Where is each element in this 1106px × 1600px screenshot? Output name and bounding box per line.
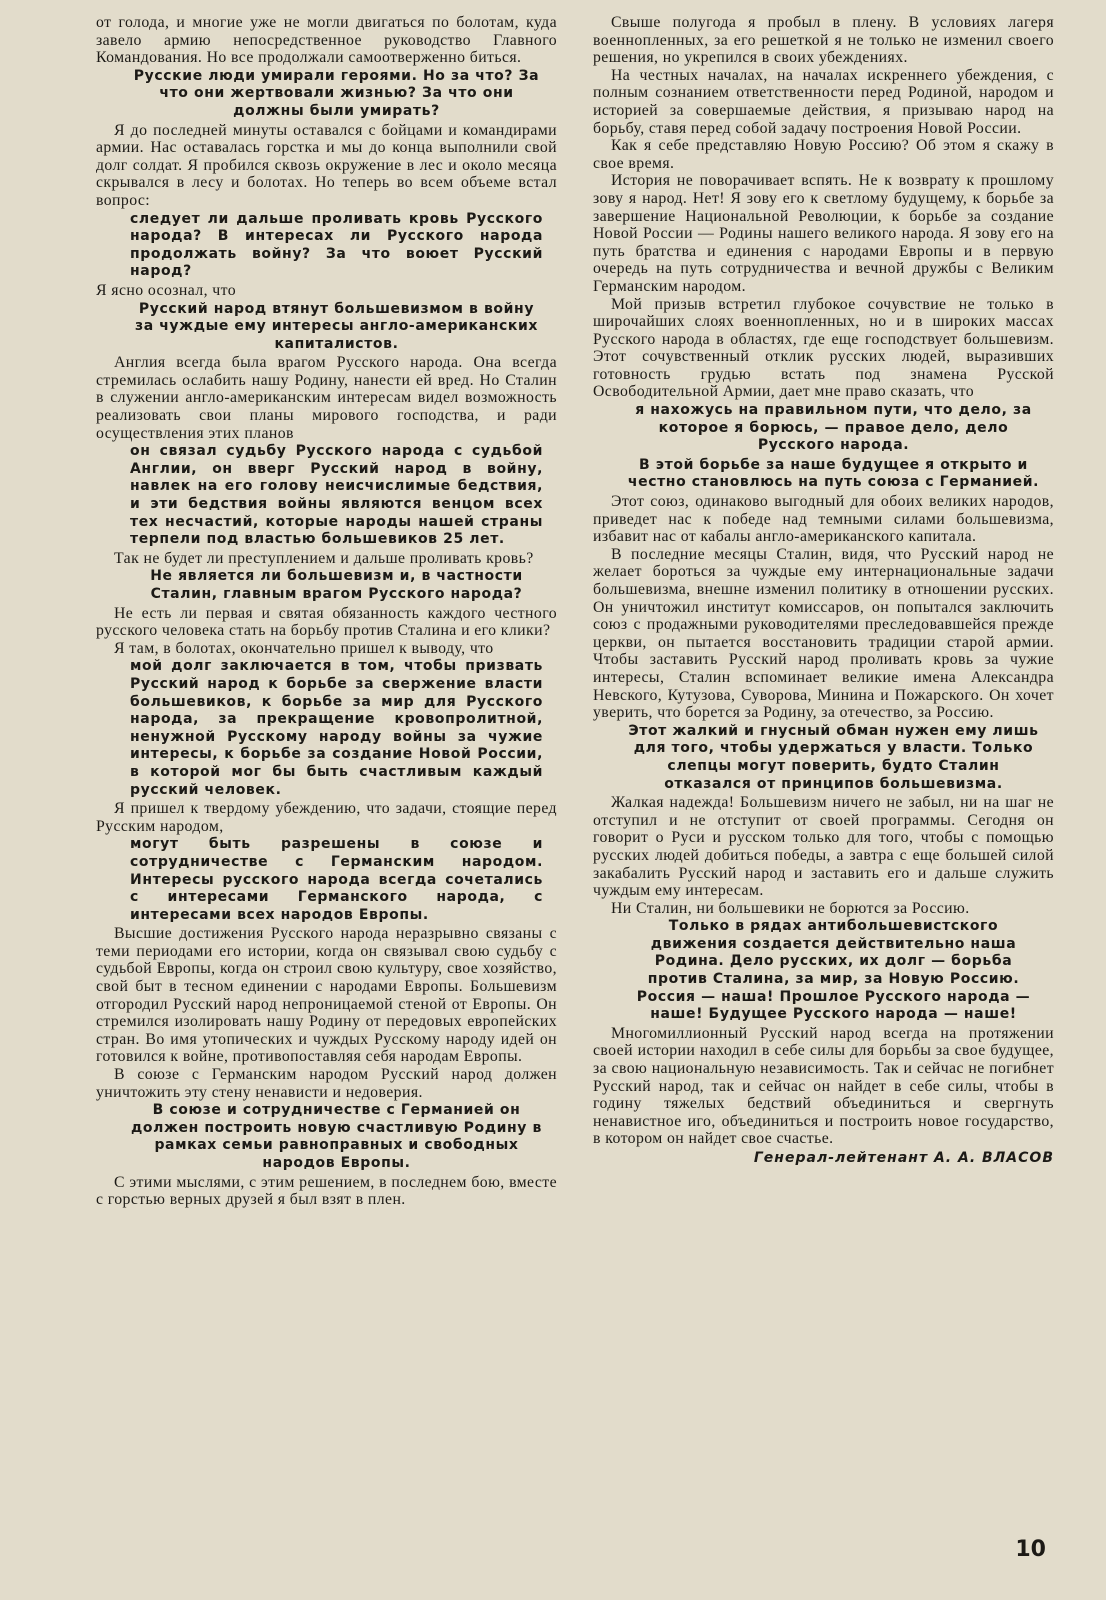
emphasis-paragraph: Только в рядах антибольшевистского движения создается действительно наша Родина. Дело русских, их долг — борьба против Сталина, за мир, за Новую Россию. Россия — наша! Прошлое Русского народа — наше! Будущее Русского народа — наше! [636, 918, 1031, 1023]
body-paragraph: Я пришел к твердому убеждению, что задачи, стоящие перед Русским народом, [96, 800, 557, 835]
emphasis-paragraph: следует ли дальше проливать кровь Русского народа? В интересах ли Русского народа продолжать войну? За что воюет Русский народ? [130, 210, 543, 280]
author-signature: Генерал-лейтенант А. А. ВЛАСОВ [753, 1150, 1054, 1166]
body-paragraph: Свыше полугода я пробыл в плену. В условиях лагеря военнопленных, за его решеткой я не только не изменил своего решения, но укрепился в своих убеждениях. [593, 14, 1054, 67]
emphasis-paragraph: В этой борьбе за наше будущее я открыто и честно становлюсь на путь союза с Германией. [627, 456, 1040, 491]
emphasis-paragraph: В союзе и сотрудничестве с Германией он должен построить новую счастливую Родину в рамках семьи равноправных и свободных народов Европы. [131, 1102, 542, 1171]
body-paragraph: Я ясно осознал, что [96, 281, 237, 299]
article-columns [96, 14, 1054, 1554]
body-paragraph: от голода, и многие уже не могли двигаться по болотам, куда завело армию непосредственное руководство Главного Командования. Но все продолжали самоотверженно биться. [96, 14, 557, 67]
right-column-body [593, 14, 1054, 1148]
emphasis-paragraph: я нахожусь на правильном пути, что дело, за которое я борюсь, — правое дело, дело Русского народа. [635, 402, 1032, 454]
body-paragraph: Высшие достижения Русского народа неразрывно связаны с теми периодами его истории, когда он связывал свою судьбу с судьбой Европы, когда он строил свою культуру, свое хозяйство, свой быт в тесном единении с народами Европы. Большевизм отгородил Русский народ непроницаемой стеной от Европы. Он стремился изолировать нашу Родину от передовых европейских стран. Во имя утопических и чуждых Русскому народу идей он готовился к войне, противопоставляя себя народам Европы. [96, 925, 557, 1066]
emphasis-paragraph: Русский народ втянут большевизмом в войну за чуждые ему интересы англо-американских капиталистов. [134, 300, 539, 352]
body-paragraph: Как я себе представляю Новую Россию? Об этом я скажу в свое время. [593, 137, 1054, 172]
body-paragraph: Я там, в болотах, окончательно пришел к выводу, что [114, 639, 494, 657]
body-paragraph: Многомиллионный Русский народ всегда на протяжении своей истории находил в себе силы для борьбы за свое будущее, за свою национальную независимость. Так и сейчас не погибнет Русский народ, так и сейчас он найдет в себе силы, чтобы в годину тяжелых бедствий объединиться и свергнуть ненавистное иго, объединиться и построить новое государство, в котором он найдет свое счастье. [593, 1024, 1054, 1148]
body-paragraph: В союзе с Германским народом Русский народ должен уничтожить эту стену ненависти и недоверия. [96, 1066, 557, 1101]
body-paragraph: Жалкая надежда! Большевизм ничего не забыл, ни на шаг не отступил и не отступит от своей программы. Сегодня он говорит о Руси и русском только для того, чтобы с помощью русских людей добиться победы, а завтра с еще большей силой закабалить Русский народ и заставить его и дальше служить чуждым ему интересам. [593, 794, 1054, 900]
emphasis-paragraph: могут быть разрешены в союзе и сотрудничестве с Германским народом. Интересы русского народа всегда сочетались с интересами Германского народа, с интересами всех народов Европы. [130, 836, 543, 923]
emphasis-paragraph: он связал судьбу Русского народа с судьбой Англии, он вверг Русский народ в войну, навлек на его голову неисчислимые бедствия, и эти бедствия войны являются венцом всех тех несчастий, которые народы нашей страны терпели под властью большевиков 25 лет. [130, 443, 543, 548]
body-paragraph: Не есть ли первая и святая обязанность каждого честного русского человека стать на борьбу против Сталина и его клики? [96, 604, 557, 640]
body-paragraph: На честных началах, на началах искреннего убеждения, с полным сознанием ответственности перед Родиной, народом и историей за совершаемые действия, я призываю народ на борьбу, ставя перед собой задачу построения Новой России. [593, 66, 1054, 137]
body-paragraph: Этот союз, одинаково выгодный для обоих великих народов, приведет нас к победе над темными силами большевизма, избавит нас от кабалы англо-американского капитала. [593, 493, 1054, 546]
left-column [96, 14, 557, 1554]
body-paragraph: Так не будет ли преступлением и дальше проливать кровь? [114, 549, 534, 567]
page-number: 10 [1015, 1537, 1046, 1562]
body-paragraph: Мой призыв встретил глубокое сочувствие не только в широчайших слоях военнопленных, но и в широких массах Русского народа в областях, где еще господствует большевизм. Этот сочувственный отклик русских людей, выразивших готовность грудью встать под знамена Русской Освободительной Армии, дает мне право сказать, что [593, 295, 1054, 401]
body-paragraph: С этими мыслями, с этим решением, в последнем бою, вместе с горстью верных друзей я был взят в плен. [96, 1173, 557, 1209]
emphasis-paragraph: Не является ли большевизм и, в частности Сталин, главным врагом Русского народа? [150, 568, 523, 602]
emphasis-paragraph: Этот жалкий и гнусный обман нужен ему лишь для того, чтобы удержаться у власти. Только слепцы могут поверить, будто Сталин отказался от принципов большевизма. [628, 722, 1039, 792]
body-paragraph: Англия всегда была врагом Русского народа. Она всегда стремилась ослабить нашу Родину, нанести ей вред. Но Сталин в служении англо-американским интересам видел возможность реализовать свои планы мирового господства, и ради осуществления этих планов [96, 354, 557, 442]
emphasis-paragraph: Русские люди умирали героями. Но за что? За что они жертвовали жизнью? За что они должны были умирать? [133, 67, 540, 119]
body-paragraph: Я до последней минуты оставался с бойцами и командирами армии. Нас оставалась горстка и мы до конца выполнили свой долг солдат. Я пробился сквозь окружение в лес и около месяца скрывался в лесу и болотах. Но теперь во всем объеме встал вопрос: [96, 121, 557, 209]
body-paragraph: В последние месяцы Сталин, видя, что Русский народ не желает бороться за чуждые ему интернациональные задачи большевизма, внешне изменил политику в отношении русских. Он уничтожил институт комиссаров, он попытался заключить союз с продажными руководителями преследовавшейся прежде церкви, он пытается восстановить традиции старой армии. Чтобы заставить Русский народ проливать кровь за чужие интересы, Сталин вспоминает великие имена Александра Невского, Кутузова, Суворова, Минина и Пожарского. Он хочет уверить, что борется за Родину, за отечество, за Россию. [593, 545, 1054, 722]
body-paragraph: История не поворачивает вспять. Не к возврату к прошлому зову я народ. Нет! Я зову его к светлому будущему, к борьбе за завершение Национальной Революции, к борьбе за создание Новой России — Родины нашего великого народа. Я зову его на путь братства и единения с народами Европы и в первую очередь на путь сотрудничества и вечной дружбы с Великим Германским народом. [593, 172, 1054, 295]
right-column [593, 14, 1054, 1554]
body-paragraph: Ни Сталин, ни большевики не борются за Россию. [611, 899, 970, 917]
emphasis-paragraph: мой долг заключается в том, чтобы призвать Русский народ к борьбе за свержение власти большевиков, к борьбе за мир для Русского народа, за прекращение кровопролитной, ненужной Русскому народу войны за чужие интересы, к борьбе за создание Новой России, в которой мог бы быть счастливым каждый русский человек. [130, 658, 543, 798]
